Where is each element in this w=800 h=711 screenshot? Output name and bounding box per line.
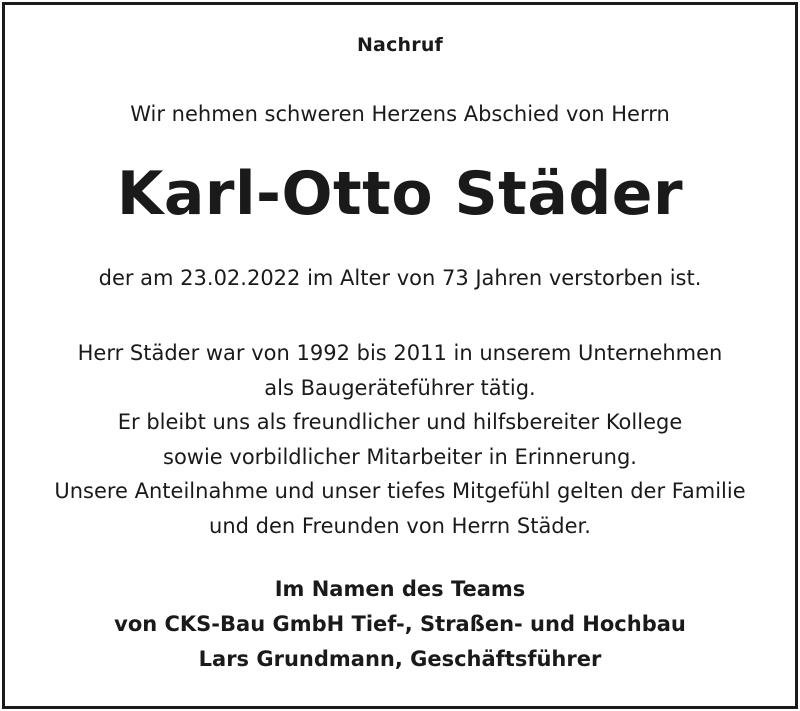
deceased-name: Karl-Otto Städer (116, 159, 684, 229)
signature-line: von CKS-Bau GmbH Tief-, Straßen- und Hochbau (114, 612, 686, 636)
notice-heading: Nachruf (356, 34, 444, 56)
tribute-text (0, 336, 800, 543)
tribute-line: Er bleibt uns als freundlicher und hilfsbereiter Kollege (117, 410, 683, 434)
death-date-line: der am 23.02.2022 im Alter von 73 Jahren verstorben ist. (98, 266, 702, 290)
tribute-line: Unsere Anteilnahme und unser tiefes Mitgefühl gelten der Familie (54, 479, 746, 503)
tribute-line: sowie vorbildlicher Mitarbeiter in Erinnerung. (163, 444, 637, 469)
tribute-line: und den Freunden von Herrn Städer. (209, 513, 591, 538)
tribute-line: Herr Städer war von 1992 bis 2011 in unserem Unternehmen (77, 341, 723, 365)
intro-line: Wir nehmen schweren Herzens Abschied von Herrn (130, 102, 670, 126)
signature-line: Lars Grundmann, Geschäftsführer (198, 647, 602, 671)
signature-line: Im Namen des Teams (274, 577, 526, 601)
signature-block (0, 572, 800, 677)
tribute-line: als Baugeräteführer tätig. (264, 375, 536, 400)
